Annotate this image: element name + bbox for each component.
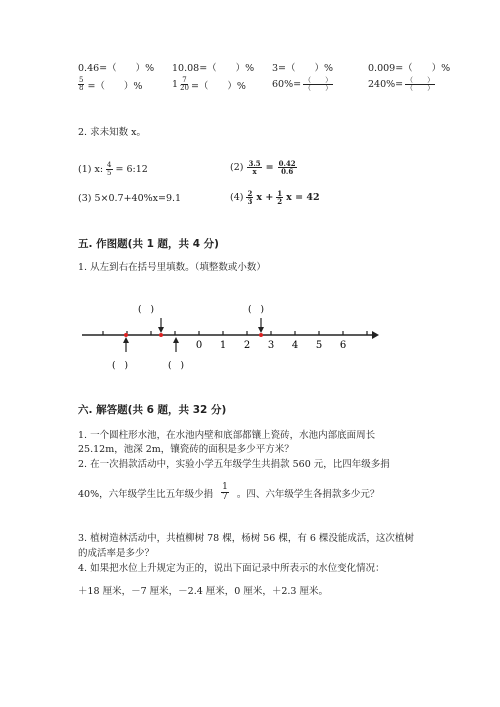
section-title: 五. 作图题(共 1 题，共 4 分)	[78, 238, 219, 250]
equation-prefix: (4)	[230, 192, 244, 203]
conversion-item	[272, 77, 333, 92]
denominator: 2	[277, 197, 283, 206]
answer-bracket: ( )	[111, 361, 129, 371]
equation-3: (3) 5×0.7+40%x=9.1	[78, 193, 182, 204]
equation-prefix: (2)	[230, 162, 244, 173]
down-arrow-icon	[258, 327, 264, 333]
marked-point	[124, 333, 128, 337]
conversion-item: 0.46=（ ）%	[78, 63, 155, 74]
number-line	[80, 298, 380, 374]
numerator: 5	[79, 76, 84, 84]
question-title: 2. 求未知数 x。	[78, 127, 146, 138]
conversion-item	[172, 77, 246, 92]
conversion-item: 0.009=（ ）%	[368, 63, 451, 74]
answer-bracket: ( )	[137, 305, 155, 315]
problem-text-part: 。四、六年级学生各捐款多少元？	[236, 488, 380, 500]
marked-point	[259, 333, 263, 337]
conversion-blank: =（ ）%	[190, 80, 246, 92]
equation-4	[230, 190, 320, 205]
answer-bracket: ( )	[247, 305, 265, 315]
tick-label: 0	[195, 340, 203, 351]
equation-suffix: x = 42	[286, 192, 320, 203]
denominator-blank: （ ）	[304, 84, 333, 92]
down-arrow-icon	[158, 327, 164, 333]
numerator: 3.5	[248, 159, 261, 168]
problem-text: 的成活率是多少？	[78, 548, 155, 559]
numerator: 1	[277, 189, 283, 198]
equation-2	[230, 160, 297, 175]
numerator: 0.42	[278, 159, 296, 168]
question-text: 1. 从左到右在括号里填数。（填整数或小数）	[78, 262, 266, 273]
percent-value: 60%=	[272, 79, 302, 90]
numerator: 2	[247, 189, 253, 198]
answer-bracket: ( )	[167, 361, 185, 371]
problem-text	[78, 483, 379, 502]
tick-label: 3	[267, 340, 275, 351]
axis-arrowhead	[372, 331, 379, 339]
denominator: 7	[222, 492, 228, 502]
problem-text: 4. 如果把水位上升规定为正的，说出下面记录中所表示的水位变化情况：	[78, 563, 385, 574]
denominator: 5	[107, 169, 112, 177]
tick-labels	[196, 340, 346, 351]
denominator: x	[252, 167, 257, 176]
numerator-blank: （ ）	[406, 76, 435, 84]
numerator-blank: （ ）	[304, 76, 333, 84]
percent-value: 240%=	[368, 79, 404, 90]
denominator: 3	[247, 197, 253, 206]
conversion-item: 3=（ ）%	[272, 63, 334, 74]
problem-text: 2. 在一次捐款活动中，实验小学五年级学生共捐款 560 元，比四年级多捐	[78, 459, 390, 470]
conversion-item	[368, 77, 435, 92]
whole-number: 1	[172, 79, 179, 90]
conversion-item: 10.08=（ ）%	[172, 63, 255, 74]
tick-label: 2	[243, 340, 251, 351]
numerator: 4	[107, 161, 112, 169]
tick-label: 1	[219, 340, 227, 351]
conversion-item	[78, 77, 142, 92]
problem-text: 25.12m，池深 2m，镶瓷砖的面积是多少平方米？	[78, 444, 294, 455]
problem-text-part: 40%，六年级学生比五年级少捐	[78, 488, 214, 500]
equation-prefix: (1) x:	[78, 164, 104, 175]
marked-point	[159, 333, 163, 337]
tick-label: 6	[339, 340, 347, 351]
problem-text: 1. 一个圆柱形水池，在水池内壁和底部都镶上瓷砖，水池内部底面周长	[78, 430, 376, 441]
up-arrow-icon	[173, 337, 179, 343]
denominator: 0.6	[281, 167, 294, 176]
problem-text: 3. 植树造林活动中，共植柳树 78 棵，杨树 56 棵，有 6 棵没能成活，这次植树	[78, 533, 414, 544]
denominator: 20	[180, 84, 189, 92]
equation-1	[78, 162, 148, 177]
denominator-blank: （ ）	[406, 84, 435, 92]
up-arrow-icon	[123, 337, 129, 343]
tick-label: 5	[315, 340, 323, 351]
numerator: 7	[182, 76, 187, 84]
conversion-blank: =（ ）%	[87, 80, 143, 92]
problem-text: ＋18 厘米，－7 厘米，－2.4 厘米，0 厘米，＋2.3 厘米。	[78, 586, 328, 597]
section-title: 六. 解答题(共 6 题，共 32 分)	[78, 404, 227, 416]
numerator: 1	[222, 482, 228, 492]
tick-label: 4	[291, 340, 299, 351]
equation-middle: x +	[256, 192, 274, 203]
equation-suffix: = 6:12	[115, 164, 148, 175]
denominator: 8	[79, 84, 84, 92]
equals-sign: =	[265, 162, 274, 173]
